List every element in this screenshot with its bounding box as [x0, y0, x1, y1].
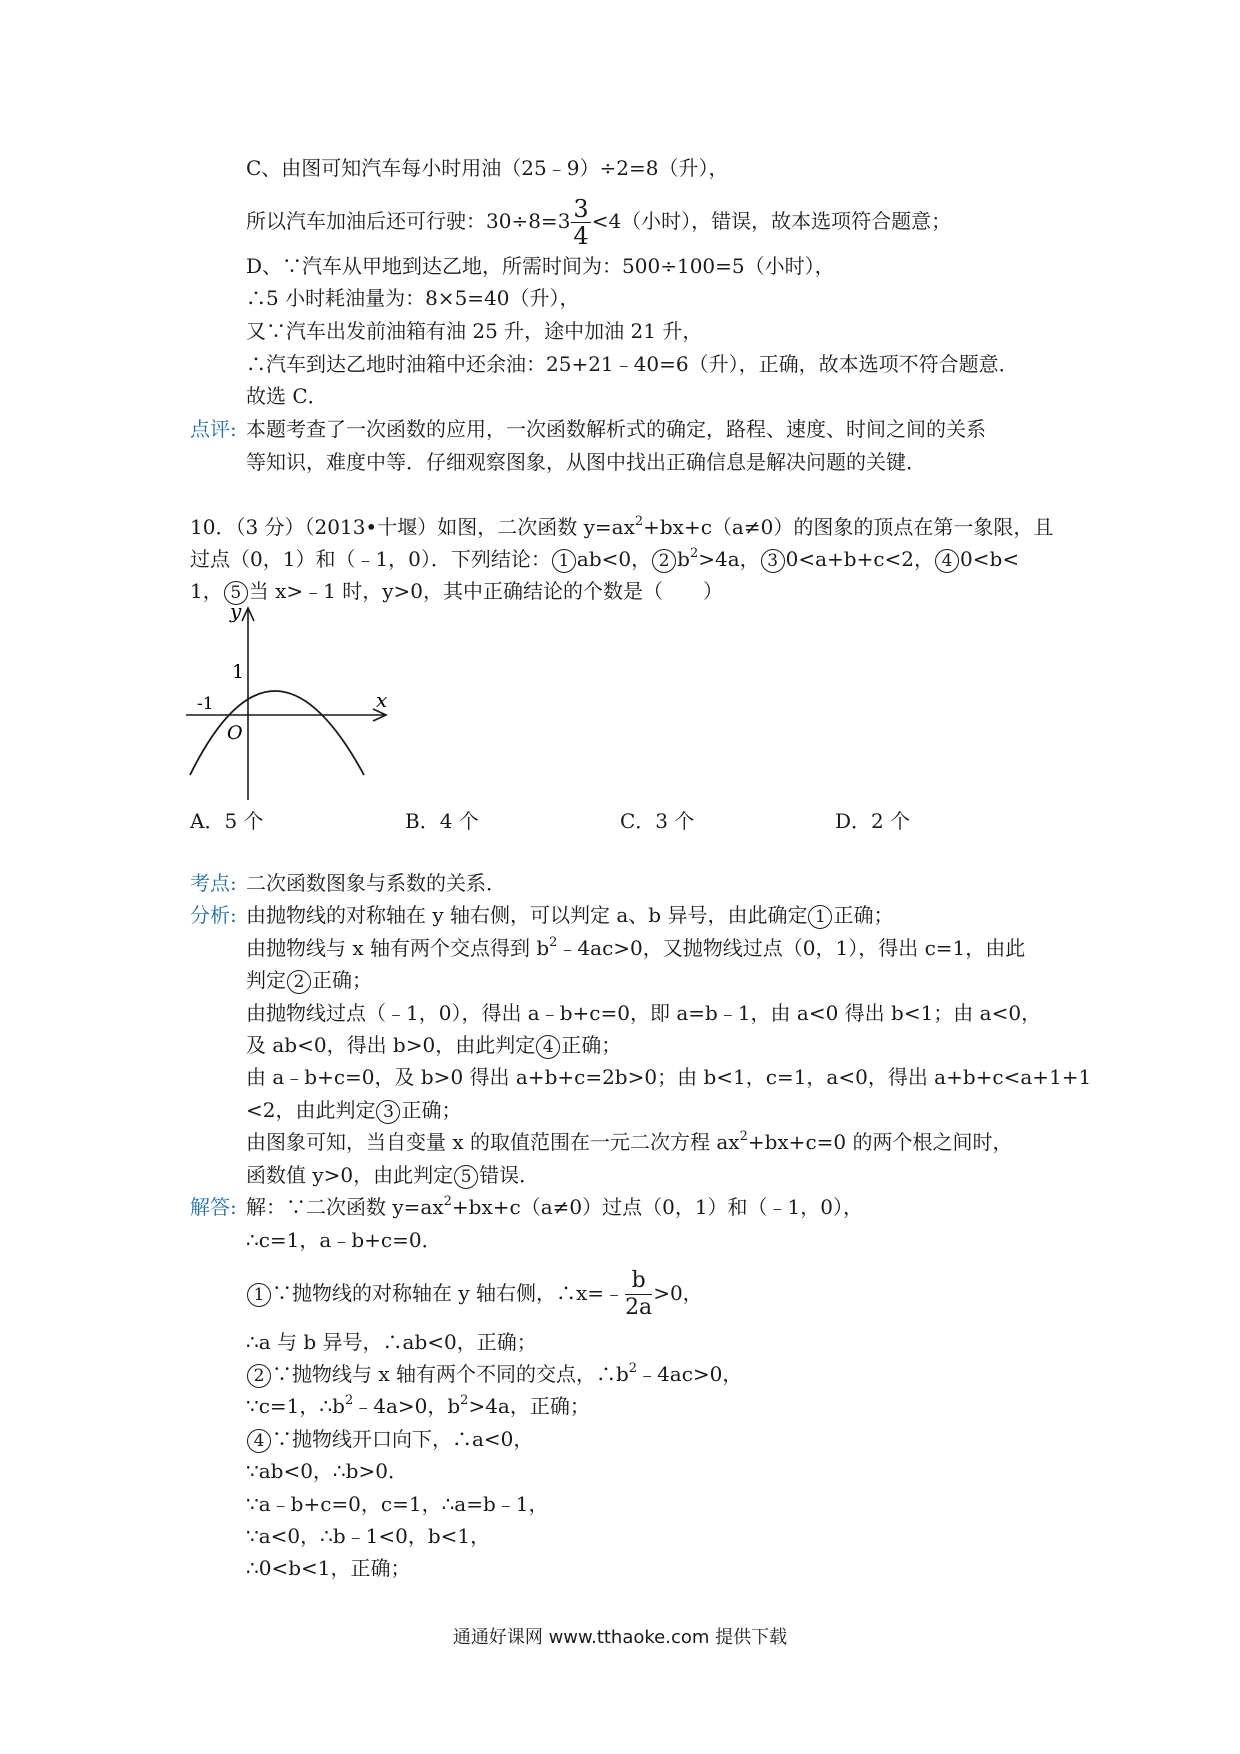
- y-axis-label: y: [230, 600, 242, 623]
- fenxi-line-7-b: 正确；: [401, 1098, 462, 1122]
- circled-number: 4: [247, 1429, 271, 1453]
- question-10-line-2-b: ab<0，: [576, 547, 652, 571]
- circled-number: 1: [247, 1283, 271, 1307]
- circled-number: 3: [761, 549, 785, 573]
- jieda-label: 解答:: [190, 1195, 237, 1219]
- page-footer: 通通好课网 www.tthaoke.com 提供下载: [452, 1627, 788, 1648]
- question-10-line-2-c: b: [677, 547, 690, 571]
- jieda-line-7-text: ∵抛物线开口向下，∴a<0，: [272, 1427, 534, 1451]
- superscript: 2: [344, 1393, 354, 1408]
- jieda-line-1: [246, 1194, 863, 1220]
- fenxi-line-5-b: 正确；: [561, 1033, 622, 1057]
- circled-number: 2: [247, 1364, 271, 1388]
- fenxi-line-1-b: 正确；: [833, 903, 894, 927]
- jieda-line-6: [246, 1393, 590, 1419]
- jieda-line-3-b: >0，: [653, 1281, 703, 1305]
- fraction-numerator: 3: [573, 195, 589, 223]
- option-c-line-2-post: <4（小时），错误，故本选项符合题意；: [591, 209, 952, 233]
- circled-number: 1: [552, 549, 576, 573]
- parabola-graph: [186, 600, 406, 800]
- question-10-line-1: [190, 514, 1053, 540]
- fenxi-line-9-a: 函数值 y>0，由此判定: [246, 1163, 454, 1187]
- option-c-line-1: C、由图可知汽车每小时用油（25﹣9）÷2=8（升），: [246, 156, 729, 180]
- fraction-three-quarters: [571, 196, 590, 249]
- fenxi-line-7: [246, 1097, 461, 1124]
- circled-number: 4: [935, 549, 959, 573]
- fenxi-label: 分析:: [190, 903, 237, 927]
- superscript: 2: [689, 546, 699, 561]
- option-d-line-5: 故选 C．: [246, 384, 328, 408]
- fenxi-line-9-b: 错误．: [479, 1163, 540, 1187]
- question-10-line-2-d: >4a，: [698, 547, 760, 571]
- fenxi-line-3-b: 正确；: [312, 968, 372, 992]
- question-10-line-2-a: 过点（0，1）和（﹣1，0）．下列结论：: [190, 547, 551, 571]
- jieda-line-9: ∵a﹣b+c=0，c=1，∴a=b﹣1，: [246, 1492, 549, 1516]
- comment-label: 点评:: [190, 417, 237, 441]
- fenxi-line-5-a: 及 ab<0，得出 b>0，由此判定: [246, 1033, 536, 1057]
- jieda-line-3: [246, 1268, 703, 1321]
- circled-number: 5: [224, 581, 248, 605]
- fenxi-line-3: [246, 967, 372, 994]
- superscript: 2: [549, 935, 558, 950]
- question-10-line-3-a: 1，: [190, 579, 223, 603]
- fenxi-line-7-a: <2，由此判定: [246, 1098, 376, 1122]
- jieda-line-6-b: ﹣4a>0，b: [353, 1394, 461, 1418]
- parabola-curve: [190, 691, 364, 775]
- superscript: 2: [739, 1129, 748, 1144]
- question-10-line-2-f: 0<b<: [960, 547, 1020, 571]
- fenxi-line-8-b: +bx+c=0 的两个根之间时，: [747, 1130, 1013, 1154]
- kaodian-text: 二次函数图象与系数的关系．: [246, 871, 506, 895]
- superscript: 2: [628, 1361, 638, 1376]
- jieda-line-4: ∴a 与 b 异号，∴ab<0，正确；: [246, 1330, 537, 1354]
- question-10-line-1-a: 10．（3 分）（2013•十堰）如图，二次函数 y=ax: [190, 515, 635, 539]
- circled-number: 4: [536, 1035, 560, 1059]
- option-b[interactable]: B．4 个: [405, 809, 479, 833]
- jieda-line-2: ∴c=1，a﹣b+c=0．: [246, 1228, 442, 1252]
- fenxi-line-9: [246, 1162, 539, 1189]
- tick-label-neg-one: -1: [197, 694, 214, 714]
- circled-number: 5: [454, 1165, 478, 1189]
- jieda-line-6-a: ∵c=1，∴b: [246, 1394, 345, 1418]
- option-d-line-1: D、∵汽车从甲地到达乙地，所需时间为：500÷100=5（小时），: [246, 254, 835, 278]
- fenxi-line-3-a: 判定: [246, 968, 286, 992]
- fenxi-line-4: 由抛物线过点（﹣1，0），得出 a﹣b+c=0，即 a=b﹣1，由 a<0 得出 b<1；由 a<0，: [246, 1001, 1042, 1025]
- fenxi-line-1: [246, 902, 893, 929]
- jieda-line-6-c: >4a，正确；: [468, 1394, 590, 1418]
- option-a[interactable]: A．5 个: [190, 809, 264, 833]
- circled-number: 1: [808, 905, 832, 929]
- comment-line-1: 本题考查了一次函数的应用，一次函数解析式的确定，路程、速度、时间之间的关系: [246, 417, 986, 441]
- jieda-line-11: ∴0<b<1，正确；: [246, 1556, 411, 1580]
- x-axis-label: x: [376, 688, 388, 712]
- option-d-line-3: 又∵汽车出发前油箱有油 25 升，途中加油 21 升，: [246, 319, 703, 343]
- fenxi-line-8-a: 由图象可知，当自变量 x 的取值范围在一元二次方程 ax: [246, 1130, 740, 1154]
- option-c-line-2-pre: 所以汽车加油后还可行驶：30÷8=3: [246, 209, 571, 233]
- option-d-line-4: ∴汽车到达乙地时油箱中还余油：25+21﹣40=6（升），正确，故本选项不符合题意．: [246, 352, 1019, 376]
- fraction-b-over-2a: [625, 1268, 652, 1321]
- jieda-line-1-a: 解：∵二次函数 y=ax: [246, 1195, 444, 1219]
- origin-label: O: [227, 722, 243, 744]
- superscript: 2: [634, 514, 644, 529]
- jieda-line-7: [246, 1426, 533, 1453]
- question-10-line-1-b: +bx+c（a≠0）的图象的顶点在第一象限，且: [643, 515, 1054, 539]
- jieda-line-10: ∵a<0，∴b﹣1<0，b<1，: [246, 1524, 491, 1548]
- jieda-line-1-b: +bx+c（a≠0）过点（0，1）和（﹣1，0），: [451, 1195, 864, 1219]
- question-10-line-2-e: 0<a+b+c<2，: [785, 547, 935, 571]
- comment-line-2: 等知识，难度中等．仔细观察图象，从图中找出正确信息是解决问题的关键．: [246, 450, 926, 474]
- option-c-line-2: [246, 196, 951, 249]
- fenxi-line-6: 由 a﹣b+c=0，及 b>0 得出 a+b+c=2b>0；由 b<1，c=1，a<0，得出 a+b+c<a+1+1: [246, 1065, 1092, 1089]
- superscript: 2: [460, 1393, 469, 1408]
- option-d[interactable]: D．2 个: [835, 809, 911, 833]
- question-10-line-3-b: 当 x>﹣1 时，y>0，其中正确结论的个数是（ ）: [248, 579, 723, 603]
- circled-number: 2: [287, 970, 311, 994]
- tick-label-one: 1: [232, 661, 245, 683]
- jieda-line-5-b: ﹣4ac>0，: [637, 1362, 743, 1386]
- fenxi-line-5: [246, 1032, 621, 1059]
- jieda-line-8: ∵ab<0，∴b>0．: [246, 1459, 408, 1483]
- fraction-denominator: 4: [573, 222, 589, 250]
- jieda-line-5-a: ∵抛物线与 x 轴有两个不同的交点，∴b: [272, 1362, 629, 1386]
- jieda-line-5: [246, 1361, 742, 1388]
- circled-number: 2: [652, 549, 676, 573]
- fenxi-line-2-a: 由抛物线与 x 轴有两个交点得到 b: [246, 936, 550, 960]
- kaodian-label: 考点:: [190, 871, 237, 895]
- question-10-line-2: [190, 546, 1019, 573]
- circled-number: 3: [376, 1100, 400, 1124]
- fenxi-line-1-a: 由抛物线的对称轴在 y 轴右侧，可以判定 a、b 异号，由此确定: [246, 903, 808, 927]
- fenxi-line-8: [246, 1129, 1012, 1155]
- superscript: 2: [443, 1194, 452, 1209]
- option-c[interactable]: C．3 个: [620, 809, 695, 833]
- option-d-line-2: ∴5 小时耗油量为：8×5=40（升），: [246, 286, 580, 310]
- fraction-numerator: b: [625, 1268, 652, 1295]
- fenxi-line-2: [246, 935, 1025, 961]
- fenxi-line-2-b: ﹣4ac>0，又抛物线过点（0，1），得出 c=1，由此: [557, 936, 1026, 960]
- fraction-denominator: 2a: [625, 1295, 653, 1320]
- jieda-line-3-a: ∵抛物线的对称轴在 y 轴右侧，∴x=﹣: [272, 1281, 625, 1305]
